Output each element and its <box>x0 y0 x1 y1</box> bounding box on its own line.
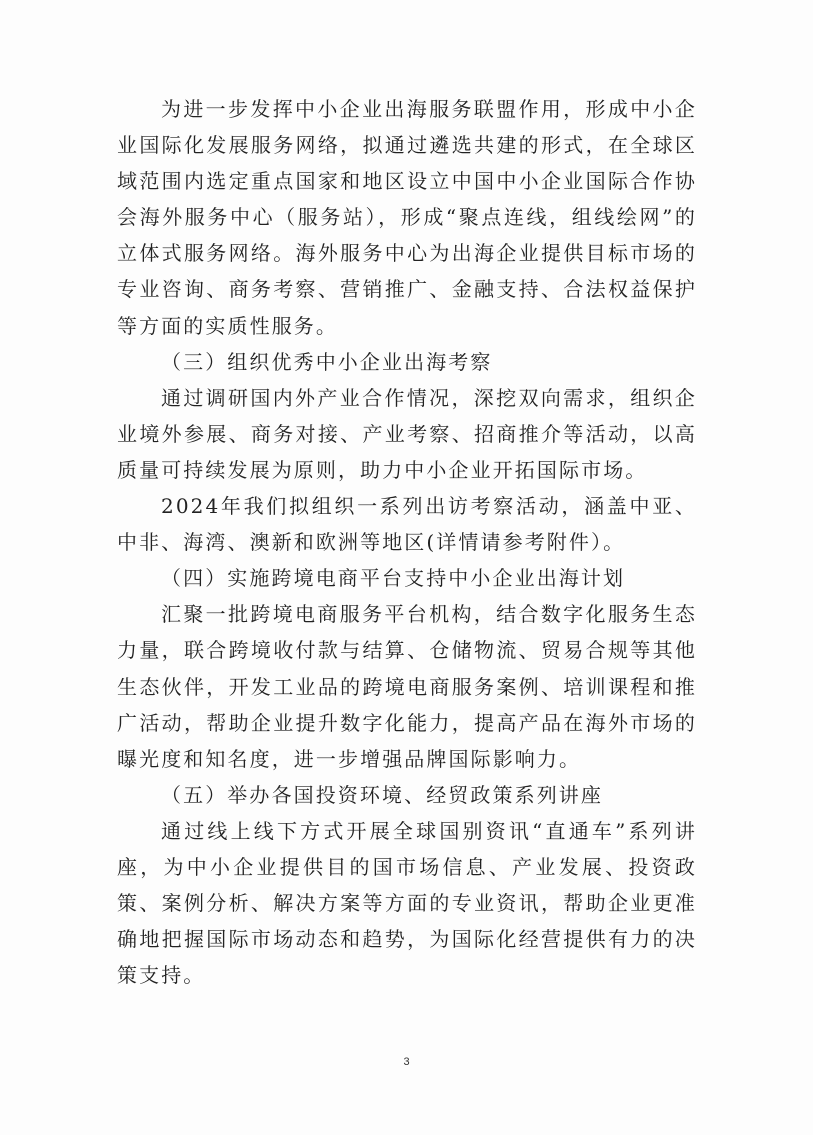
paragraph-service-network: 为进一步发挥中小企业出海服务联盟作用，形成中小企业国际化发展服务网络，拟通过遴选共建的形式，在全球区域范围内选定重点国家和地区设立中国中小企业国际合作协会海外服务中心（服务站），形成“聚点连线，组线绘网”的立体式服务网络。海外服务中心为出海企业提供目标市场的专业咨询、商务考察、营销推广、金融支持、合法权益保护等方面的实质性服务。 <box>117 97 697 338</box>
paragraph-cross-border-ecommerce: 汇聚一批跨境电商服务平台机构，结合数字化服务生态力量，联合跨境收付款与结算、仓储物流、贸易合规等其他生态伙伴，开发工业品的跨境电商服务案例、培训课程和推广活动，帮助企业提升数字化能力，提高产品在海外市场的曝光度和知名度，进一步增强品牌国际影响力。 <box>117 602 697 771</box>
section-heading-4: （四）实施跨境电商平台支持中小企业出海计划 <box>161 566 626 591</box>
paragraph-2024-plan: 2024年我们拟组织一系列出访考察活动，涵盖中亚、中非、海湾、澳新和欧洲等地区(详情请参考附件）。 <box>117 494 697 555</box>
section-heading-5: （五）举办各国投资环境、经贸政策系列讲座 <box>161 782 603 807</box>
paragraph-overseas-inspection: 通过调研国内外产业合作情况，深挖双向需求，组织企业境外参展、商务对接、产业考察、招商推介等活动，以高质量可持续发展为原则，助力中小企业开拓国际市场。 <box>117 385 697 482</box>
paragraph-lecture-series: 通过线上线下方式开展全球国别资讯“直通车”系列讲座，为中小企业提供目的国市场信息、产业发展、投资政策、案例分析、解决方案等方面的专业资讯，帮助企业更准确地把握国际市场动态和趋势，为国际化经营提供有力的决策支持。 <box>117 818 697 988</box>
section-heading-3: （三）组织优秀中小企业出海考察 <box>161 349 493 374</box>
document-body <box>117 91 697 993</box>
page-number: 3 <box>403 1056 410 1068</box>
